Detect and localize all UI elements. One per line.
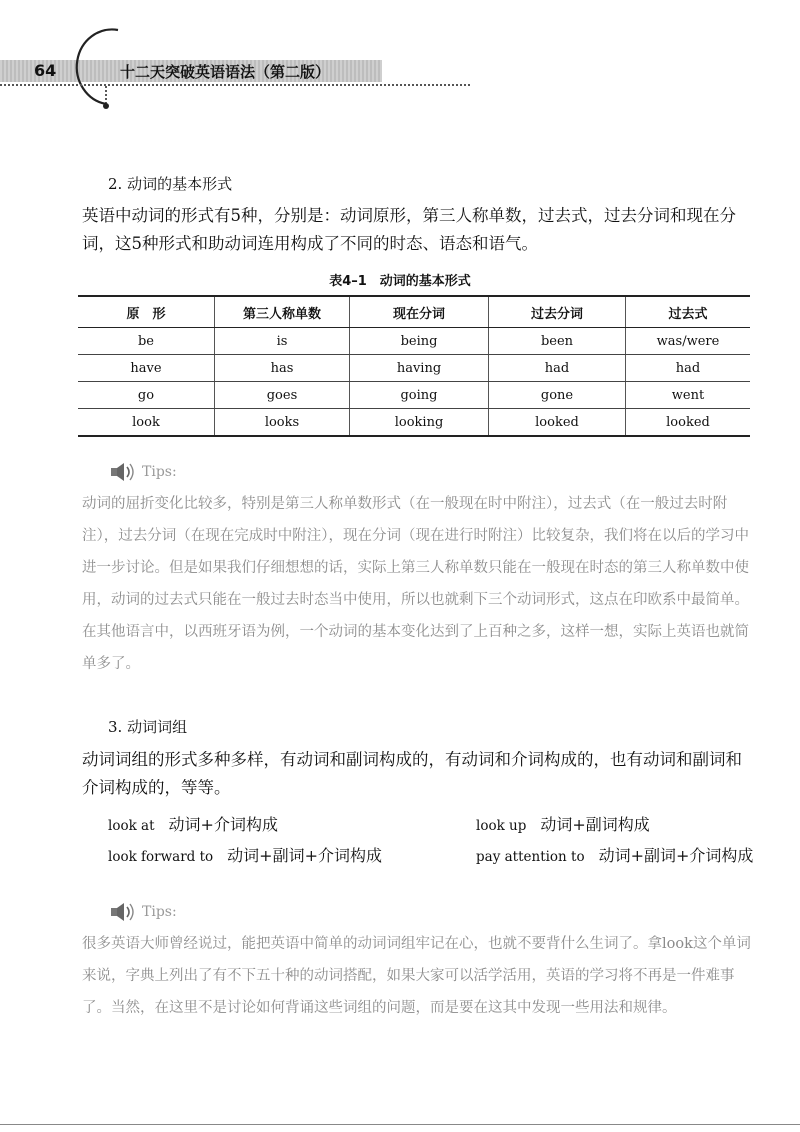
header-base-form: 原 形 bbox=[78, 296, 215, 328]
table-header-row bbox=[78, 296, 750, 328]
table-cell: had bbox=[489, 355, 626, 382]
table-cell: looked bbox=[626, 409, 751, 437]
verb-forms-table bbox=[78, 295, 750, 437]
section-heading-verb-phrases: 3. 动词词组 bbox=[108, 718, 188, 736]
table-cell: being bbox=[350, 328, 489, 355]
tips-text-1: Tips: bbox=[142, 464, 177, 480]
verb-forms-paragraph: 英语中动词的形式有5种，分别是：动词原形，第三人称单数，过去式，过去分词和现在分词，这5种形式和助动词连用构成了不同的时态、语态和语气。 bbox=[82, 206, 736, 253]
table-cell: had bbox=[626, 355, 751, 382]
section-heading-verb-forms: 2. 动词的基本形式 bbox=[108, 175, 233, 193]
phrase-english: look up bbox=[476, 818, 527, 834]
phrase-item bbox=[476, 843, 753, 866]
table-cell: be bbox=[78, 328, 215, 355]
table-cell: having bbox=[350, 355, 489, 382]
speaker-icon bbox=[108, 900, 136, 924]
table-row bbox=[78, 328, 750, 355]
phrase-english: look at bbox=[108, 818, 155, 834]
tips-label-1 bbox=[108, 460, 177, 484]
phrase-chinese: 动词+副词+介词构成 bbox=[227, 846, 382, 865]
phrase-english: look forward to bbox=[108, 849, 214, 865]
table-cell: going bbox=[350, 382, 489, 409]
table-cell: go bbox=[78, 382, 215, 409]
table-cell: have bbox=[78, 355, 215, 382]
header-past-participle: 过去分词 bbox=[489, 296, 626, 328]
table-cell: look bbox=[78, 409, 215, 437]
phrase-item bbox=[108, 812, 278, 835]
table-cell: looked bbox=[489, 409, 626, 437]
tips-body-2: 很多英语大师曾经说过，能把英语中简单的动词词组牢记在心，也就不要背什么生词了。拿look这个单词来说，字典上列出了有不下五十种的动词搭配，如果大家可以活学活用，英语的学习将不再是一件难事了。当然，在这里不是讨论如何背诵这些词组的问题，而是要在这其中发现一些用法和规律。 bbox=[82, 936, 751, 1016]
tips-label-2 bbox=[108, 900, 177, 924]
table-cell: is bbox=[215, 328, 350, 355]
table-cell: looking bbox=[350, 409, 489, 437]
header-past-tense: 过去式 bbox=[626, 296, 751, 328]
table-row bbox=[78, 355, 750, 382]
page-bottom-rule bbox=[0, 1124, 800, 1125]
phrase-english: pay attention to bbox=[476, 849, 585, 865]
phrase-chinese: 动词+介词构成 bbox=[168, 815, 278, 834]
table-cell: has bbox=[215, 355, 350, 382]
table-row bbox=[78, 409, 750, 437]
verb-phrases-paragraph: 动词词组的形式多种多样，有动词和副词构成的，有动词和介词构成的，也有动词和副词和介词构成的，等等。 bbox=[82, 750, 742, 797]
phrase-chinese: 动词+副词构成 bbox=[540, 815, 650, 834]
tips-body-1: 动词的屈折变化比较多，特别是第三人称单数形式（在一般现在时中附注），过去式（在一般过去时附注），过去分词（在现在完成时中附注），现在分词（现在进行时附注）比较复杂，我们将在以后的学习中进一步讨论。但是如果我们仔细想想的话，实际上第三人称单数只能在一般现在时态的第三人称单数中使用，动词的过去式只能在一般过去时态当中使用，所以也就剩下三个动词形式，这点在印欧系中最简单。在其他语言中，以西班牙语为例，一个动词的基本变化达到了上百种之多，这样一想，实际上英语也就简单多了。 bbox=[82, 496, 749, 672]
header-dotted-rule bbox=[0, 84, 470, 86]
table-caption: 表4–1 动词的基本形式 bbox=[329, 274, 471, 289]
phrase-item bbox=[476, 812, 650, 835]
table-cell: looks bbox=[215, 409, 350, 437]
table-cell: gone bbox=[489, 382, 626, 409]
table-cell: was/were bbox=[626, 328, 751, 355]
header-present-participle: 现在分词 bbox=[350, 296, 489, 328]
phrase-chinese: 动词+副词+介词构成 bbox=[598, 846, 754, 865]
phrase-item bbox=[108, 843, 382, 866]
table-cell: goes bbox=[215, 382, 350, 409]
table-row bbox=[78, 382, 750, 409]
table-cell: been bbox=[489, 328, 626, 355]
tips-text-2: Tips: bbox=[142, 904, 177, 920]
page-number: 64 bbox=[34, 61, 57, 80]
speaker-icon bbox=[108, 460, 136, 484]
header-circle-ornament bbox=[58, 22, 128, 112]
header-third-person: 第三人称单数 bbox=[215, 296, 350, 328]
table-cell: went bbox=[626, 382, 751, 409]
book-title: 十二天突破英语语法（第二版） bbox=[120, 63, 331, 81]
